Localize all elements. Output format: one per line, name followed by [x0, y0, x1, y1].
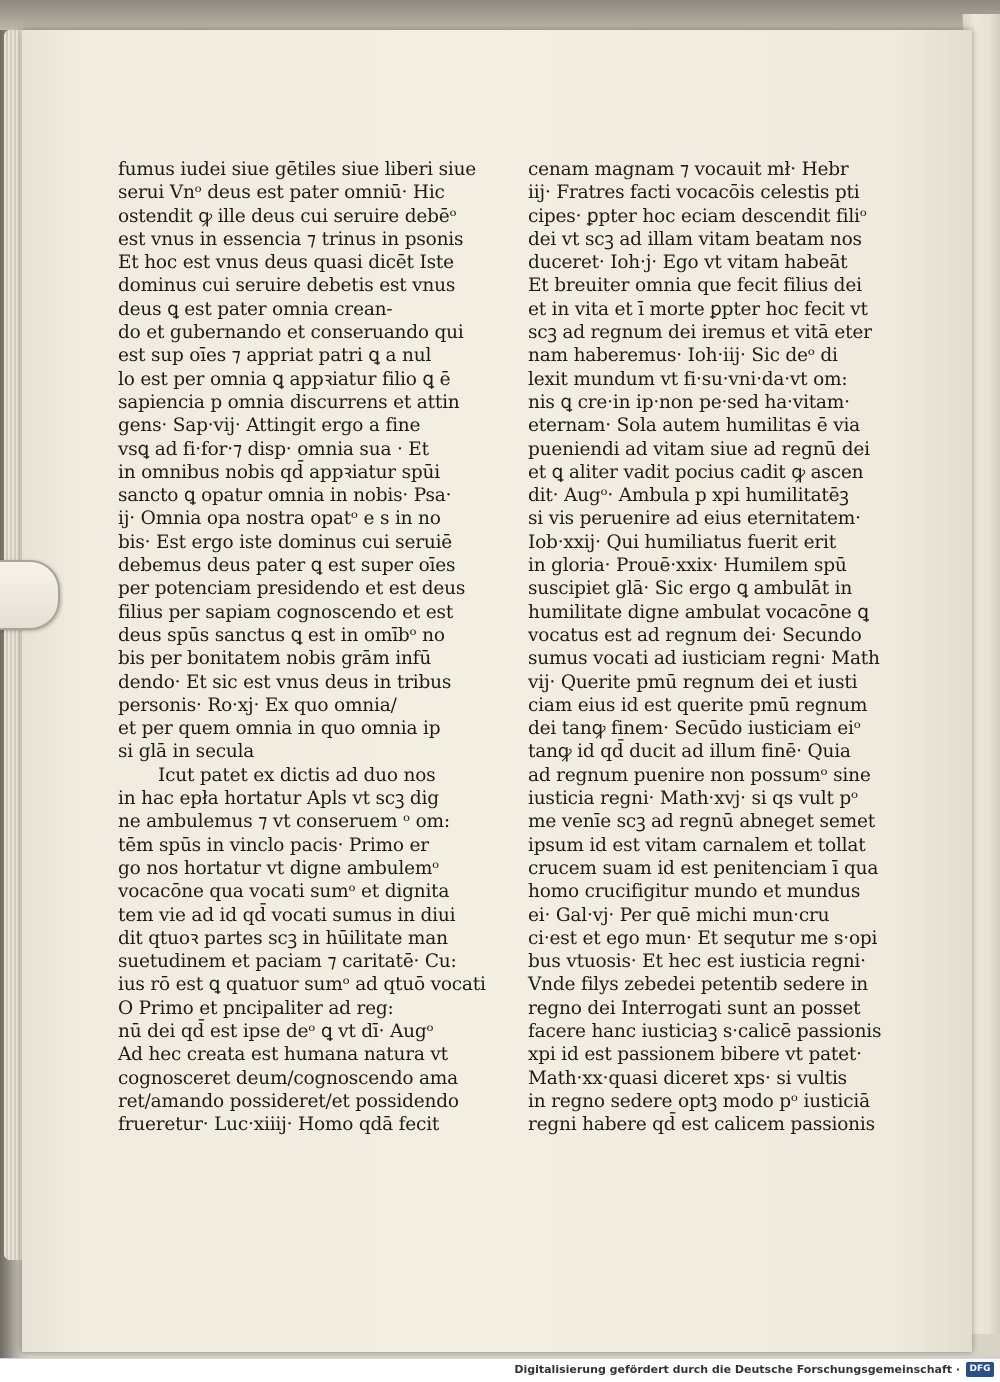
text-line: ciam eius id est querite pmū regnum [528, 694, 868, 716]
text-line: xpi id est passionem bibere vt patet· [528, 1044, 862, 1066]
left-text-column [118, 158, 486, 1136]
text-line: lo est per omnia ꝗ appꝛiatur filio ꝗ ē [118, 368, 451, 390]
text-line: gens· Sap·vij· Attingit ergo a fine [118, 415, 421, 437]
text-line: do et gubernando et conseruando qui [118, 322, 464, 344]
text-line: ius rō est ꝗ quatuor sumᵒ ad qtuō vocati [118, 974, 486, 996]
text-line: iij· Fratres facti vocacōis celestis pti [528, 182, 860, 204]
text-line: debemus deus pater ꝗ est super oīes [118, 555, 456, 577]
text-line: dei vt scꝫ ad illam vitam beatam nos [528, 228, 862, 250]
text-line: tem vie ad id qd̄ vocati sumus in diui [118, 904, 456, 926]
text-line: nis ꝗ cre·in ip·non pe·sed ha·vitam· [528, 391, 850, 413]
text-line: bis per bonitatem nobis grām infū [118, 648, 432, 670]
text-line: vsꝗ ad fi·for·⁊ disp· omnia sua · Et [118, 438, 429, 460]
text-line: tēm spūs in vinclo pacis· Primo er [118, 834, 429, 856]
funding-credit: Digitalisierung gefördert durch die Deutsche Forschungsgemeinschaft · [514, 1363, 960, 1376]
text-line: dei tanꝙ finem· Secūdo iusticiam eiᵒ [528, 718, 861, 740]
text-line: in omnibus nobis qd̄ appꝛiatur spūi [118, 461, 440, 483]
text-line: Vnde filys zebedei petentib sedere in [528, 974, 869, 996]
dfg-logo-icon: DFG [966, 1362, 994, 1377]
text-line: si vis peruenire ad eius eternitatem· [528, 508, 861, 530]
text-line: si glā in secula [118, 741, 255, 763]
text-line: per potenciam presidendo et est deus [118, 578, 466, 600]
right-text-column [528, 158, 882, 1136]
text-line: est vnus in essencia ⁊ trinus in psonis [118, 228, 464, 250]
text-line: et per quem omnia in quo omnia ip [118, 718, 441, 740]
text-line: est sup oīes ⁊ appriat patri ꝗ a nul [118, 345, 432, 367]
text-line: in hac epła hortatur Apls vt scꝫ dig [118, 788, 439, 810]
text-line: fumus iudei siue gētiles siue liberi siue [118, 159, 477, 180]
text-line: Et hoc est vnus deus quasi dicēt Iste [118, 252, 454, 274]
text-line: personis· Ro·xj· Ex quo omnia/ [118, 694, 397, 716]
text-line: suetudinem et paciam ⁊ caritatē· Cu: [118, 951, 457, 973]
text-line: cenam magnam ⁊ vocauit mł· Hebr [528, 159, 849, 180]
text-line: et in vita et ī morte ꝑpter hoc fecit vt [528, 298, 868, 320]
text-line: vij· Querite pmū regnum dei et iusti [528, 671, 858, 693]
text-line: filius per sapiam cognoscendo et est [118, 601, 454, 623]
book-top-edge [0, 0, 1000, 30]
text-line: sumus vocati ad iusticiam regni· Math [528, 648, 880, 670]
text-line: lexit mundum vt fi·su·vni·da·vt om: [528, 368, 848, 390]
text-line: Ad hec creata est humana natura vt [118, 1044, 448, 1066]
text-line: in regno sedere optꝫ modo pᵒ iusticiā [528, 1090, 870, 1112]
text-line: pueniendi ad vitam siue ad regnū dei [528, 438, 870, 460]
text-line: Icut patet ex dictis ad duo nos [158, 764, 436, 786]
text-line: dit· Augᵒ· Ambula p xpi humilitatēꝫ [528, 485, 849, 507]
text-line: duceret· Ioh·j· Ego vt vitam habeāt [528, 252, 848, 274]
page-clip [0, 560, 60, 630]
text-line: scꝫ ad regnum dei iremus et vitā eter [528, 322, 872, 344]
text-line: homo crucifigitur mundo et mundus [528, 881, 861, 903]
text-line: regno dei Interrogati sunt an posset [528, 997, 861, 1019]
text-line: cognosceret deum/cognoscendo ama [118, 1067, 458, 1089]
text-line: bis· Est ergo iste dominus cui seruiē [118, 531, 453, 553]
text-line: ad regnum puenire non possumᵒ sine [528, 764, 871, 786]
text-line: vocacōne qua vocati sumᵒ et dignita [118, 881, 450, 903]
text-line: ei· Gal·vj· Per quē michi mun·cru [528, 904, 830, 926]
text-line: bus vtuosis· Et hec est iusticia regni· [528, 951, 866, 973]
text-line: vocatus est ad regnum dei· Secundo [528, 624, 862, 646]
text-line: dominus cui seruire debetis est vnus [118, 275, 456, 297]
text-line: dit qtuoꝛ partes scꝫ in hūilitate man [118, 927, 448, 949]
text-line: go nos hortatur vt digne ambulemᵒ [118, 857, 440, 879]
text-line: tanꝙ id qd̄ ducit ad illum finē· Quia [528, 741, 851, 763]
text-line: suscipiet glā· Sic ergo ꝗ ambulāt in [528, 578, 853, 600]
text-line: regni habere qd̄ est calicem passionis [528, 1114, 875, 1136]
text-line: iusticia regni· Math·xvj· si qs vult pᵒ [528, 788, 858, 810]
text-line: serui Vnᵒ deus est pater omniū· Hic [118, 182, 445, 204]
text-line: Math·xx·quasi diceret xps· si vultis [528, 1067, 847, 1089]
text-line: cipes· ꝑpter hoc eciam descendit filiᵒ [528, 205, 867, 227]
text-line: dendo· Et sic est vnus deus in tribus [118, 671, 452, 693]
text-line: deus ꝗ est pater omnia crean- [118, 298, 393, 320]
text-line: et ꝗ aliter vadit pocius cadit ꝙ ascen [528, 461, 864, 483]
text-line: nam haberemus· Ioh·iij· Sic deᵒ di [528, 345, 838, 367]
text-line: ret/amando possideret/et possidendo [118, 1090, 459, 1112]
text-line: facere hanc iusticiaꝫ s·calicē passionis [528, 1020, 882, 1042]
text-line: sapiencia p omnia discurrens et attin [118, 391, 460, 413]
text-line: nū dei qd̄ est ipse deᵒ ꝗ vt dī· Augᵒ [118, 1020, 434, 1042]
text-line: eternam· Sola autem humilitas ē via [528, 415, 860, 437]
text-line: ci·est et ego mun· Et sequtur me s·opi [528, 927, 878, 949]
text-line: ipsum id est vitam carnalem et tollat [528, 834, 866, 856]
text-line: frueretur· Luc·xiiij· Homo qdā fecit [118, 1114, 440, 1136]
text-line: Iob·xxij· Qui humiliatus fuerit erit [528, 531, 836, 553]
text-line: ostendit ꝙ ille deus cui seruire debēᵒ [118, 205, 457, 227]
text-line: Et breuiter omnia que fecit filius dei [528, 275, 862, 297]
text-line: crucem suam id est penitenciam ī qua [528, 857, 879, 879]
text-line: me venīe scꝫ ad regnū abneget semet [528, 811, 875, 833]
text-line: in gloria· Prouē·xxix· Humilem spū [528, 555, 847, 577]
text-line: ne ambulemus ⁊ vt conseruem ᵒ om: [118, 811, 450, 833]
text-line: sancto ꝗ opatur omnia in nobis· Psa· [118, 485, 452, 507]
text-line: deus spūs sanctus ꝗ est in omībᵒ no [118, 624, 445, 646]
text-line: ij· Omnia opa nostra opatᵒ e s in no [118, 508, 441, 530]
text-line: humilitate digne ambulat vocacōne ꝗ [528, 601, 869, 623]
text-line: O Primo et pncipaliter ad reg: [118, 997, 394, 1019]
footer-bar [0, 1358, 1000, 1382]
